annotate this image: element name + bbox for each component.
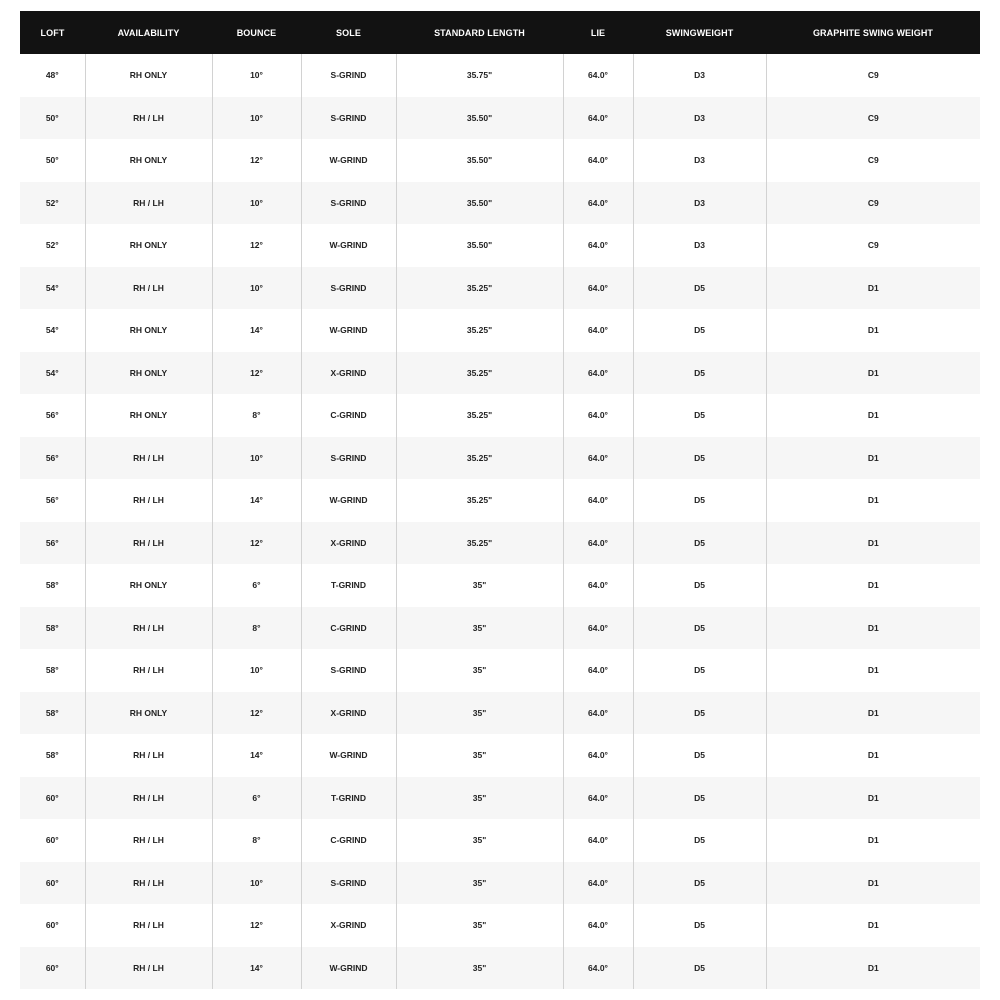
cell-bounce: 6° xyxy=(212,777,301,820)
cell-availability: RH / LH xyxy=(85,437,212,480)
cell-bounce: 6° xyxy=(212,564,301,607)
table-row xyxy=(20,692,980,735)
cell-lie: 64.0° xyxy=(563,139,633,182)
cell-bounce: 10° xyxy=(212,649,301,692)
cell-loft: 48° xyxy=(20,54,85,97)
cell-sole: S-GRIND xyxy=(301,862,396,905)
cell-sole: W-GRIND xyxy=(301,139,396,182)
cell-availability: RH / LH xyxy=(85,607,212,650)
cell-standard-length: 35" xyxy=(396,947,563,990)
cell-sole: X-GRIND xyxy=(301,522,396,565)
table-row xyxy=(20,267,980,310)
cell-bounce: 8° xyxy=(212,394,301,437)
cell-bounce: 10° xyxy=(212,862,301,905)
cell-sole: X-GRIND xyxy=(301,692,396,735)
cell-loft: 60° xyxy=(20,862,85,905)
cell-availability: RH / LH xyxy=(85,479,212,522)
cell-graphite-swing-weight: D1 xyxy=(867,495,879,506)
table-row xyxy=(20,54,980,97)
cell-sole: S-GRIND xyxy=(301,97,396,140)
cell-swingweight: D5 xyxy=(633,522,766,565)
cell-standard-length: 35.50" xyxy=(396,97,563,140)
cell-graphite-swing-weight: D1 xyxy=(867,325,879,336)
cell-sole: T-GRIND xyxy=(301,564,396,607)
cell-bounce: 12° xyxy=(212,352,301,395)
cell-swingweight: D5 xyxy=(633,564,766,607)
cell-bounce: 8° xyxy=(212,819,301,862)
cell-sole: S-GRIND xyxy=(301,54,396,97)
table-row xyxy=(20,777,980,820)
table-row xyxy=(20,564,980,607)
cell-lie: 64.0° xyxy=(563,309,633,352)
cell-sole: W-GRIND xyxy=(301,309,396,352)
cell-swingweight: D3 xyxy=(633,224,766,267)
cell-graphite-swing-weight: D1 xyxy=(867,962,879,973)
cell-graphite-swing-weight: D1 xyxy=(867,877,879,888)
cell-availability: RH / LH xyxy=(85,649,212,692)
cell-loft: 56° xyxy=(20,479,85,522)
table-row xyxy=(20,947,980,990)
cell-swingweight: D5 xyxy=(633,394,766,437)
cell-sole: W-GRIND xyxy=(301,947,396,990)
cell-availability: RH / LH xyxy=(85,267,212,310)
cell-availability: RH / LH xyxy=(85,522,212,565)
table-row xyxy=(20,97,980,140)
cell-standard-length: 35.25" xyxy=(396,437,563,480)
cell-availability: RH / LH xyxy=(85,904,212,947)
cell-sole: W-GRIND xyxy=(301,479,396,522)
cell-swingweight: D3 xyxy=(633,139,766,182)
cell-lie: 64.0° xyxy=(563,437,633,480)
cell-standard-length: 35" xyxy=(396,607,563,650)
cell-swingweight: D5 xyxy=(633,819,766,862)
cell-swingweight: D5 xyxy=(633,734,766,777)
cell-swingweight: D5 xyxy=(633,267,766,310)
cell-lie: 64.0° xyxy=(563,224,633,267)
cell-graphite-swing-weight: D1 xyxy=(867,920,879,931)
cell-graphite-swing-weight: C9 xyxy=(867,155,879,166)
cell-lie: 64.0° xyxy=(563,267,633,310)
cell-standard-length: 35.50" xyxy=(396,224,563,267)
cell-graphite-swing-weight: D1 xyxy=(867,665,879,676)
cell-lie: 64.0° xyxy=(563,862,633,905)
cell-availability: RH / LH xyxy=(85,734,212,777)
cell-bounce: 14° xyxy=(212,947,301,990)
cell-availability: RH ONLY xyxy=(85,394,212,437)
cell-loft: 58° xyxy=(20,564,85,607)
cell-standard-length: 35.75" xyxy=(396,54,563,97)
cell-lie: 64.0° xyxy=(563,819,633,862)
cell-swingweight: D3 xyxy=(633,182,766,225)
table-header xyxy=(20,11,980,54)
specs-table-container xyxy=(20,11,980,989)
cell-lie: 64.0° xyxy=(563,649,633,692)
cell-bounce: 12° xyxy=(212,904,301,947)
cell-bounce: 12° xyxy=(212,224,301,267)
cell-swingweight: D5 xyxy=(633,607,766,650)
table-row xyxy=(20,819,980,862)
table-row xyxy=(20,309,980,352)
cell-standard-length: 35" xyxy=(396,862,563,905)
cell-lie: 64.0° xyxy=(563,607,633,650)
cell-graphite-swing-weight: D1 xyxy=(867,452,879,463)
cell-loft: 58° xyxy=(20,649,85,692)
cell-swingweight: D5 xyxy=(633,862,766,905)
cell-lie: 64.0° xyxy=(563,522,633,565)
column-header-bounce: BOUNCE xyxy=(236,27,277,38)
cell-graphite-swing-weight: D1 xyxy=(867,622,879,633)
cell-loft: 58° xyxy=(20,734,85,777)
cell-sole: C-GRIND xyxy=(301,607,396,650)
cell-standard-length: 35" xyxy=(396,649,563,692)
cell-graphite-swing-weight: C9 xyxy=(867,240,879,251)
cell-lie: 64.0° xyxy=(563,394,633,437)
cell-bounce: 10° xyxy=(212,437,301,480)
cell-lie: 64.0° xyxy=(563,352,633,395)
wedge-specs-table xyxy=(20,11,980,989)
cell-graphite-swing-weight: C9 xyxy=(867,112,879,123)
cell-bounce: 14° xyxy=(212,309,301,352)
cell-loft: 54° xyxy=(20,309,85,352)
table-row xyxy=(20,394,980,437)
table-body xyxy=(20,54,980,989)
cell-sole: X-GRIND xyxy=(301,904,396,947)
cell-standard-length: 35" xyxy=(396,904,563,947)
cell-availability: RH ONLY xyxy=(85,692,212,735)
cell-loft: 58° xyxy=(20,692,85,735)
cell-sole: W-GRIND xyxy=(301,734,396,777)
cell-loft: 60° xyxy=(20,819,85,862)
cell-bounce: 8° xyxy=(212,607,301,650)
cell-standard-length: 35.25" xyxy=(396,394,563,437)
cell-availability: RH ONLY xyxy=(85,352,212,395)
cell-standard-length: 35" xyxy=(396,692,563,735)
column-header-lie: LIE xyxy=(590,27,606,38)
cell-lie: 64.0° xyxy=(563,479,633,522)
cell-lie: 64.0° xyxy=(563,734,633,777)
cell-swingweight: D5 xyxy=(633,309,766,352)
table-row xyxy=(20,479,980,522)
cell-availability: RH / LH xyxy=(85,182,212,225)
cell-availability: RH ONLY xyxy=(85,564,212,607)
cell-availability: RH ONLY xyxy=(85,309,212,352)
cell-lie: 64.0° xyxy=(563,692,633,735)
cell-sole: T-GRIND xyxy=(301,777,396,820)
cell-bounce: 12° xyxy=(212,522,301,565)
cell-lie: 64.0° xyxy=(563,947,633,990)
cell-loft: 54° xyxy=(20,267,85,310)
cell-graphite-swing-weight: D1 xyxy=(867,410,879,421)
cell-standard-length: 35.50" xyxy=(396,139,563,182)
cell-lie: 64.0° xyxy=(563,777,633,820)
cell-loft: 52° xyxy=(20,224,85,267)
cell-graphite-swing-weight: D1 xyxy=(867,750,879,761)
table-row xyxy=(20,437,980,480)
cell-loft: 52° xyxy=(20,182,85,225)
cell-bounce: 14° xyxy=(212,734,301,777)
cell-standard-length: 35.25" xyxy=(396,309,563,352)
cell-swingweight: D5 xyxy=(633,692,766,735)
cell-sole: C-GRIND xyxy=(301,394,396,437)
table-row xyxy=(20,352,980,395)
cell-swingweight: D3 xyxy=(633,97,766,140)
cell-swingweight: D5 xyxy=(633,777,766,820)
table-row xyxy=(20,224,980,267)
cell-sole: W-GRIND xyxy=(301,224,396,267)
cell-standard-length: 35.50" xyxy=(396,182,563,225)
cell-standard-length: 35.25" xyxy=(396,479,563,522)
cell-availability: RH / LH xyxy=(85,947,212,990)
cell-sole: X-GRIND xyxy=(301,352,396,395)
cell-graphite-swing-weight: D1 xyxy=(867,707,879,718)
cell-lie: 64.0° xyxy=(563,564,633,607)
cell-bounce: 10° xyxy=(212,97,301,140)
cell-lie: 64.0° xyxy=(563,54,633,97)
cell-availability: RH ONLY xyxy=(85,224,212,267)
cell-availability: RH ONLY xyxy=(85,54,212,97)
column-header-graphite-swing-weight: GRAPHITE SWING WEIGHT xyxy=(812,27,934,38)
cell-loft: 58° xyxy=(20,607,85,650)
cell-graphite-swing-weight: D1 xyxy=(867,580,879,591)
table-row xyxy=(20,904,980,947)
cell-graphite-swing-weight: D1 xyxy=(867,367,879,378)
cell-loft: 50° xyxy=(20,97,85,140)
cell-standard-length: 35.25" xyxy=(396,352,563,395)
cell-standard-length: 35" xyxy=(396,734,563,777)
cell-swingweight: D5 xyxy=(633,479,766,522)
cell-availability: RH ONLY xyxy=(85,139,212,182)
cell-swingweight: D5 xyxy=(633,649,766,692)
cell-graphite-swing-weight: D1 xyxy=(867,537,879,548)
cell-swingweight: D3 xyxy=(633,54,766,97)
cell-loft: 60° xyxy=(20,947,85,990)
cell-graphite-swing-weight: C9 xyxy=(867,197,879,208)
table-row xyxy=(20,522,980,565)
cell-graphite-swing-weight: C9 xyxy=(867,70,879,81)
cell-loft: 50° xyxy=(20,139,85,182)
column-header-loft: LOFT xyxy=(40,27,65,38)
table-row xyxy=(20,649,980,692)
column-header-swingweight: SWINGWEIGHT xyxy=(665,27,734,38)
cell-swingweight: D5 xyxy=(633,947,766,990)
cell-availability: RH / LH xyxy=(85,819,212,862)
cell-bounce: 14° xyxy=(212,479,301,522)
cell-standard-length: 35" xyxy=(396,564,563,607)
cell-bounce: 12° xyxy=(212,139,301,182)
cell-swingweight: D5 xyxy=(633,904,766,947)
cell-swingweight: D5 xyxy=(633,352,766,395)
cell-graphite-swing-weight: D1 xyxy=(867,835,879,846)
table-row xyxy=(20,139,980,182)
cell-standard-length: 35" xyxy=(396,777,563,820)
cell-standard-length: 35.25" xyxy=(396,522,563,565)
cell-loft: 56° xyxy=(20,522,85,565)
cell-availability: RH / LH xyxy=(85,862,212,905)
column-header-availability: AVAILABILITY xyxy=(117,27,180,38)
cell-availability: RH / LH xyxy=(85,97,212,140)
cell-bounce: 10° xyxy=(212,54,301,97)
cell-sole: S-GRIND xyxy=(301,437,396,480)
cell-bounce: 12° xyxy=(212,692,301,735)
table-row xyxy=(20,182,980,225)
cell-sole: S-GRIND xyxy=(301,267,396,310)
cell-loft: 56° xyxy=(20,437,85,480)
column-header-standard-length: STANDARD LENGTH xyxy=(434,27,525,38)
cell-lie: 64.0° xyxy=(563,904,633,947)
cell-loft: 54° xyxy=(20,352,85,395)
cell-bounce: 10° xyxy=(212,267,301,310)
cell-availability: RH / LH xyxy=(85,777,212,820)
cell-bounce: 10° xyxy=(212,182,301,225)
cell-graphite-swing-weight: D1 xyxy=(867,792,879,803)
table-row xyxy=(20,607,980,650)
table-row xyxy=(20,862,980,905)
cell-loft: 60° xyxy=(20,904,85,947)
cell-lie: 64.0° xyxy=(563,182,633,225)
header-row xyxy=(20,11,980,54)
column-header-sole: SOLE xyxy=(336,27,361,38)
cell-swingweight: D5 xyxy=(633,437,766,480)
cell-standard-length: 35.25" xyxy=(396,267,563,310)
cell-loft: 56° xyxy=(20,394,85,437)
cell-sole: S-GRIND xyxy=(301,649,396,692)
cell-sole: S-GRIND xyxy=(301,182,396,225)
cell-lie: 64.0° xyxy=(563,97,633,140)
cell-sole: C-GRIND xyxy=(301,819,396,862)
cell-graphite-swing-weight: D1 xyxy=(867,282,879,293)
table-row xyxy=(20,734,980,777)
cell-standard-length: 35" xyxy=(396,819,563,862)
cell-loft: 60° xyxy=(20,777,85,820)
